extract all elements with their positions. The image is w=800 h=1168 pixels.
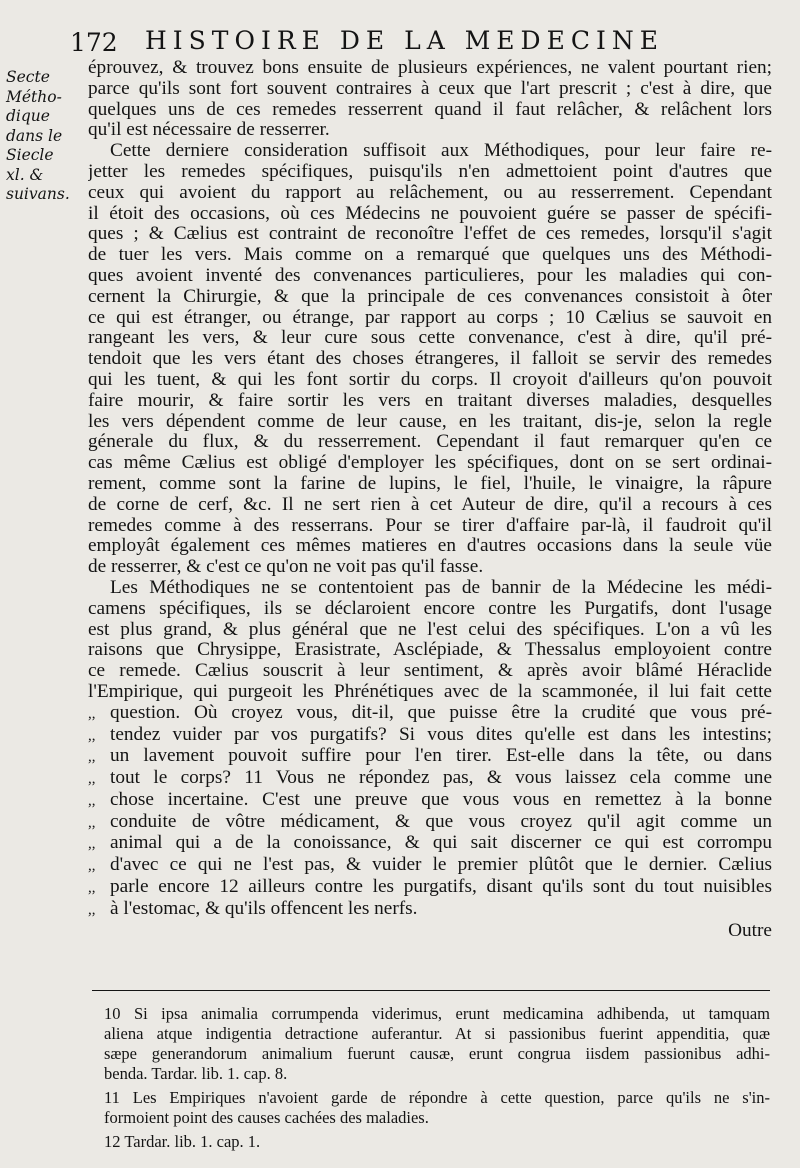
quote-mark: ,, xyxy=(88,705,96,722)
catchword: Outre xyxy=(728,920,772,941)
text-line: ceux qui avoient du rapport au relâchement, ou au resserrement. Cependant xyxy=(88,182,772,203)
margin-note-line: Métho- xyxy=(6,87,62,106)
footnote-line: benda. Tardar. lib. 1. cap. 8. xyxy=(104,1064,288,1083)
text-line: ce remede. Cælius souscrit à leur sentiment, & après avoir blâmé Héraclide xyxy=(88,661,772,682)
text-line: d'avec ce qui ne l'est pas, & vuider le premier plûtôt que le dernier. Cælius xyxy=(110,855,772,876)
text-line: raisons que Chrysippe, Erasistrate, Asclépiade, & Thessalus employoient contre xyxy=(88,640,772,661)
footnote-line: 12 Tardar. lib. 1. cap. 1. xyxy=(104,1132,261,1151)
text-line: qu'il est nécessaire de resserrer. xyxy=(88,120,330,141)
text-line: l'Empirique, qui purgeoit les Phrénétiques avec de la scammonée, il lui fait cette xyxy=(88,681,772,702)
quote-mark: ,, xyxy=(88,880,96,897)
text-line: faire mourir, & faire sortir les vers en traitant diverses maladies, desquelles xyxy=(88,390,772,411)
quoted-line xyxy=(88,899,772,921)
text-line: Cette derniere consideration suffisoit aux Méthodiques, pour leur faire re- xyxy=(110,141,772,162)
text-line: tendez vuider par vos purgatifs? Si vous dites qu'elle est dans les intestins; xyxy=(110,724,772,745)
quoted-line xyxy=(88,790,772,812)
quoted-line xyxy=(88,877,772,899)
quote-mark: ,, xyxy=(88,727,96,744)
text-line: un lavement pouvoit suffire pour l'en tirer. Est-elle dans la tête, ou dans xyxy=(110,746,772,767)
text-line: remedes comme à des resserrans. Pour se tirer d'affaire par-là, il faudroit qu'il xyxy=(88,515,772,536)
footnote-line: 11 Les Empiriques n'avoient garde de répondre à cette question, parce qu'ils ne s'in- xyxy=(104,1088,770,1107)
footnote-line: sæpe generandorum animalium fuerunt causæ, erunt congrua iisdem passionibus adhi- xyxy=(104,1044,770,1063)
text-line: ce qui est étranger, ou étrange, par rapport au corps ; 10 Cælius se sauvoit en xyxy=(88,307,772,328)
quote-mark: ,, xyxy=(88,836,96,853)
text-line: parce qu'ils sont fort souvent contraires à ceux que l'art prescrit ; c'est à dire, que xyxy=(88,78,772,99)
text-line: conduite de vôtre médicament, & que vous croyez qu'il agit comme un xyxy=(110,811,772,832)
quote-mark: ,, xyxy=(88,814,96,831)
text-line: de corne de cerf, &c. Il ne sert rien à cet Auteur de dire, qu'il a recours à ces xyxy=(88,494,772,515)
text-line: tout le corps? 11 Vous ne répondez pas, & vous laissez cela comme une xyxy=(110,768,772,789)
page-header xyxy=(70,22,770,62)
footnote-line: 10 Si ipsa animalia corrumpenda viderimus, erunt medicamina adhibenda, ut tamquam xyxy=(104,1004,770,1023)
text-line: les vers dépendent comme de leur cause, en les traitant, dis-je, selon la regle xyxy=(88,411,772,432)
quote-mark: ,, xyxy=(88,749,96,766)
text-line: rangeant les vers, & leur cure sous cette convenance, c'est à dire, qu'il pré- xyxy=(88,328,772,349)
text-line: animal qui a de la conoissance, & qui sait discerner ce qui est corrompu xyxy=(110,833,772,854)
quote-mark: ,, xyxy=(88,858,96,875)
text-line: question. Où croyez vous, dit-il, que puisse être la crudité que vous pré- xyxy=(110,702,772,723)
page-number: 172 xyxy=(70,28,118,57)
quoted-line xyxy=(88,812,772,834)
text-line: Les Méthodiques ne se contentoient pas de bannir de la Médecine les médi- xyxy=(110,577,772,598)
quoted-line xyxy=(88,703,772,725)
text-line: jetter les remedes spécifiques, puisqu'ils n'en admettoient point d'autres que xyxy=(88,161,772,182)
text-line: éprouvez, & trouvez bons ensuite de plusieurs expériences, ne valent pourtant rien; xyxy=(88,58,772,78)
text-line: de tuer les vers. Mais comme on a remarqué que quelques uns des Méthodi- xyxy=(88,245,772,266)
footnotes xyxy=(104,1004,770,1152)
text-line: chose incertaine. C'est une preuve que vous vous en remettez à la bonne xyxy=(110,789,772,810)
quoted-line xyxy=(88,725,772,747)
footnote-line: aliena atque indigentia detractione auferantur. At si passionibus fuerint appenditia, quæ xyxy=(104,1024,770,1043)
margin-note-line: dans le xyxy=(6,126,63,145)
margin-note-line: suivans. xyxy=(6,185,70,203)
running-title: HISTOIRE DE LA MEDECINE xyxy=(145,26,664,55)
footnote-line: formoient point des causes cachées des maladies. xyxy=(104,1108,429,1127)
body-text xyxy=(88,58,772,941)
text-line: cernent la Chirurgie, & que la principale de ces convenances consistoit à ôter xyxy=(88,286,772,307)
text-line: de resserrer, & c'est ce qu'on ne voit pas qu'il fasse. xyxy=(88,557,484,578)
text-line: tendoit que les vers étant des choses étrangeres, il falloit se servir des remedes xyxy=(88,349,772,370)
text-line: ques avoient inventé des convenances particulieres, pour les maladies qui con- xyxy=(88,265,772,286)
text-line: parle encore 12 ailleurs contre les purgatifs, disant qu'ils sont du tout nuisibles xyxy=(110,877,772,898)
text-line: il étoit des occasions, où ces Médecins ne pouvoient guére se passer de spécifi- xyxy=(88,203,772,224)
quoted-line xyxy=(88,855,772,877)
margin-note-line: Secte xyxy=(6,68,50,86)
text-line: ques ; & Cælius est contraint de reconoître l'effet de ces remedes, lorsqu'il s'agit xyxy=(88,224,772,245)
margin-note-line: xl. & xyxy=(6,165,44,184)
quote-mark: ,, xyxy=(88,901,96,918)
margin-note-line: Siecle xyxy=(6,146,54,164)
text-line: quelques uns de ces remedes resserrent quand il faut relâcher, & relâchent lors xyxy=(88,99,772,120)
text-line: est plus grand, & plus général que ne l'est celui des spécifiques. L'on a vû les xyxy=(88,619,772,640)
text-line: employât également ces mêmes matieres en d'autres occasions dans la seule vüe xyxy=(88,536,772,557)
quote-mark: ,, xyxy=(88,792,96,809)
text-line: camens spécifiques, ils se déclaroient encore contre les Purgatifs, dont l'usage xyxy=(88,598,772,619)
margin-note xyxy=(6,68,82,205)
quoted-line xyxy=(88,768,772,790)
quoted-line xyxy=(88,833,772,855)
footnote-rule xyxy=(92,990,770,991)
margin-note-line: dique xyxy=(6,107,50,125)
quote-mark: ,, xyxy=(88,771,96,788)
text-line: génerale du flux, & du resserrement. Cependant il faut remarquer qu'en ce xyxy=(88,432,772,453)
quoted-line xyxy=(88,746,772,768)
text-line: qui les tuent, & qui les font sortir du corps. Il croyoit d'ailleurs qu'on pouvoit xyxy=(88,369,772,390)
text-line: rement, comme sont la farine de lupins, le fiel, l'huile, le vinaigre, la râpure xyxy=(88,473,772,494)
text-line: cas même Cælius est obligé d'employer les spécifiques, dont on se sert ordinai- xyxy=(88,453,772,474)
text-line: à l'estomac, & qu'ils offencent les nerfs. xyxy=(110,898,418,919)
